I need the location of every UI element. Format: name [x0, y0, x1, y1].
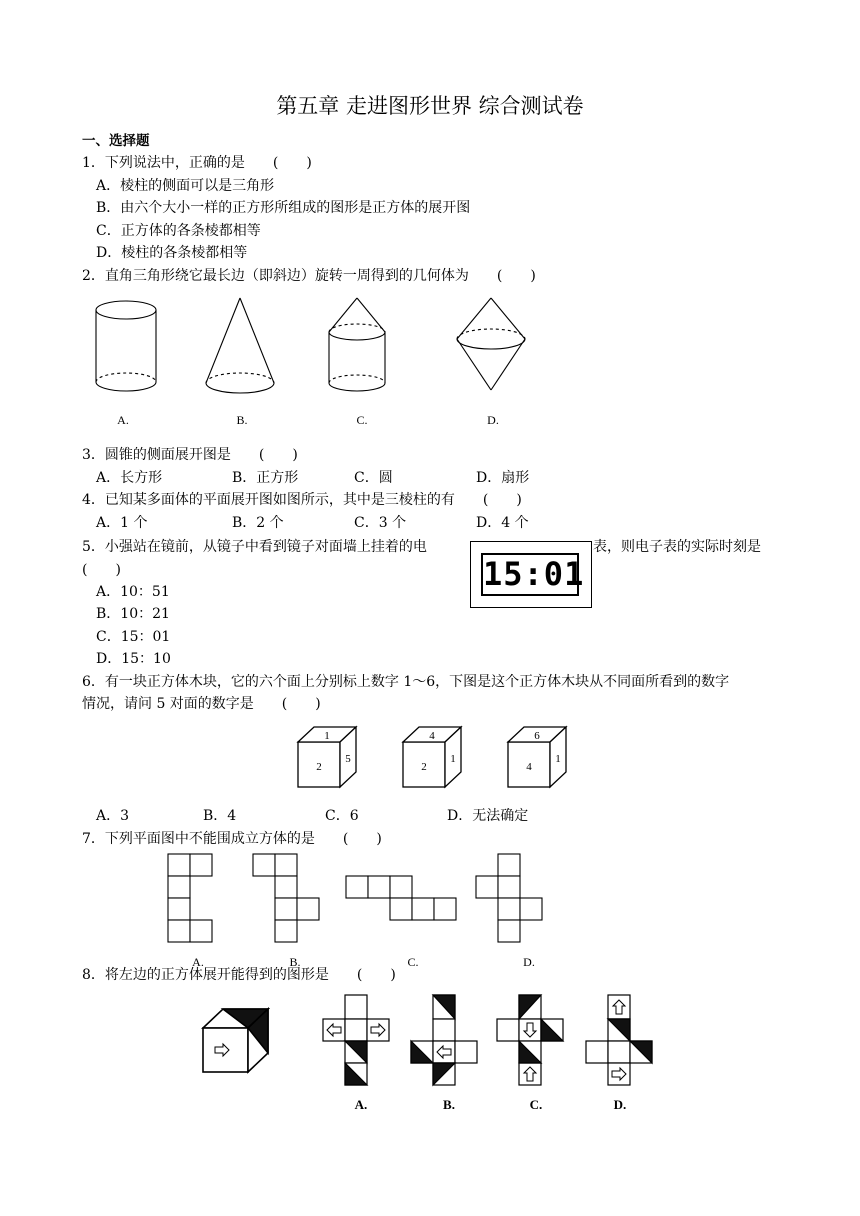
cube2-top-number: 4 — [429, 730, 435, 742]
q5-option-a: A．10：51 — [96, 584, 170, 600]
q8-stem: 8．将左边的正方体展开能得到的图形是 ( ) — [82, 967, 396, 983]
q3-option-d: D．扇形 — [476, 470, 530, 486]
q5-option-b: B．10：21 — [96, 606, 170, 622]
q7-label-c: C. — [407, 955, 419, 969]
q6-option-b: B．4 — [203, 808, 237, 824]
q1-stem: 1．下列说法中，正确的是 ( ) — [82, 155, 312, 171]
net-d — [586, 995, 652, 1085]
net-d — [476, 854, 542, 942]
cylinder-shape — [96, 301, 156, 391]
q2-solids-figure — [85, 295, 545, 405]
q8-label-c: C. — [529, 1097, 543, 1112]
q8-label-a: A. — [354, 1097, 368, 1112]
q2-label-a: A. — [117, 413, 129, 427]
q2-label-b: B. — [236, 413, 248, 427]
q6-option-c: C．6 — [325, 808, 359, 824]
q3-option-a: A．长方形 — [96, 470, 163, 486]
cube2-front-number: 2 — [421, 761, 427, 773]
q2-label-c: C. — [356, 413, 368, 427]
cube1-top-number: 1 — [324, 730, 330, 742]
q1-option-d: D．棱柱的各条棱都相等 — [96, 245, 248, 261]
cube1-front-number: 2 — [316, 761, 322, 773]
q5-option-c: C．15：01 — [96, 629, 171, 645]
q2-label-d: D. — [487, 413, 499, 427]
q6-option-a: A．3 — [96, 808, 130, 824]
q1-option-c: C．正方体的各条棱都相等 — [96, 223, 261, 239]
q8-label-b: B. — [443, 1097, 455, 1112]
q8-cube-nets-figure — [200, 993, 660, 1093]
net-c — [497, 995, 563, 1085]
q5-stem-left: 5．小强站在镜前，从镜子中看到镜子对面墙上挂着的电 — [82, 539, 427, 555]
net-a — [168, 854, 212, 942]
q6-cubes-figure — [296, 724, 576, 794]
shaded-cube — [203, 1009, 268, 1072]
q6-option-d: D．无法确定 — [447, 808, 529, 824]
clock-display: 15:01 — [481, 553, 579, 596]
q1-option-b: B．由六个大小一样的正方形所组成的图形是正方体的展开图 — [96, 200, 471, 216]
q2-stem: 2．直角三角形绕它最长边（即斜边）旋转一周得到的几何体为 ( ) — [82, 268, 536, 284]
double-cone-shape — [457, 298, 525, 390]
cube1-side-number: 5 — [345, 753, 351, 765]
q1-option-a: A．棱柱的侧面可以是三角形 — [96, 178, 275, 194]
section-heading: 一、选择题 — [82, 133, 150, 149]
q3-option-c: C．圆 — [354, 470, 393, 486]
q4-stem: 4．已知某多面体的平面展开图如图所示，其中是三棱柱的有 ( ) — [82, 492, 522, 508]
cone-shape — [206, 298, 274, 393]
q5-option-d: D．15：10 — [96, 651, 171, 667]
net-b — [411, 995, 477, 1085]
cube2-side-number: 1 — [450, 753, 456, 765]
q6-stem-line1: 6．有一块正方体木块，它的六个面上分别标上数字 1～6，下图是这个正方体木块从不同面所看到的数字 — [82, 674, 730, 690]
q5-stem-paren: ( ) — [82, 562, 121, 578]
cone-on-cylinder-shape — [329, 298, 385, 391]
q7-label-d: D. — [523, 955, 535, 969]
q7-stem: 7．下列平面图中不能围成立方体的是 ( ) — [82, 831, 382, 847]
q3-option-b: B．正方形 — [232, 470, 299, 486]
net-a — [323, 995, 389, 1085]
q6-stem-line2: 情况，请问 5 对面的数字是 ( ) — [82, 696, 321, 712]
cube3-side-number: 1 — [555, 753, 561, 765]
net-b — [253, 854, 319, 942]
net-c — [346, 876, 456, 920]
digital-clock-image — [470, 541, 592, 608]
page-title: 第五章 走进图形世界 综合测试卷 — [276, 94, 584, 118]
q4-option-d: D．4 个 — [476, 515, 529, 531]
cube3-front-number: 4 — [526, 761, 532, 773]
q5-stem-right: 表，则电子表的实际时刻是 — [593, 539, 761, 555]
q7-label-a: A. — [192, 955, 204, 969]
q4-option-a: A．1 个 — [96, 515, 148, 531]
q4-option-b: B．2 个 — [232, 515, 284, 531]
cube3-top-number: 6 — [534, 730, 540, 742]
q7-label-b: B. — [289, 955, 301, 969]
q7-nets-figure — [165, 853, 545, 948]
q8-label-d: D. — [613, 1097, 627, 1112]
q4-option-c: C．3 个 — [354, 515, 407, 531]
q3-stem: 3．圆锥的侧面展开图是 ( ) — [82, 447, 298, 463]
